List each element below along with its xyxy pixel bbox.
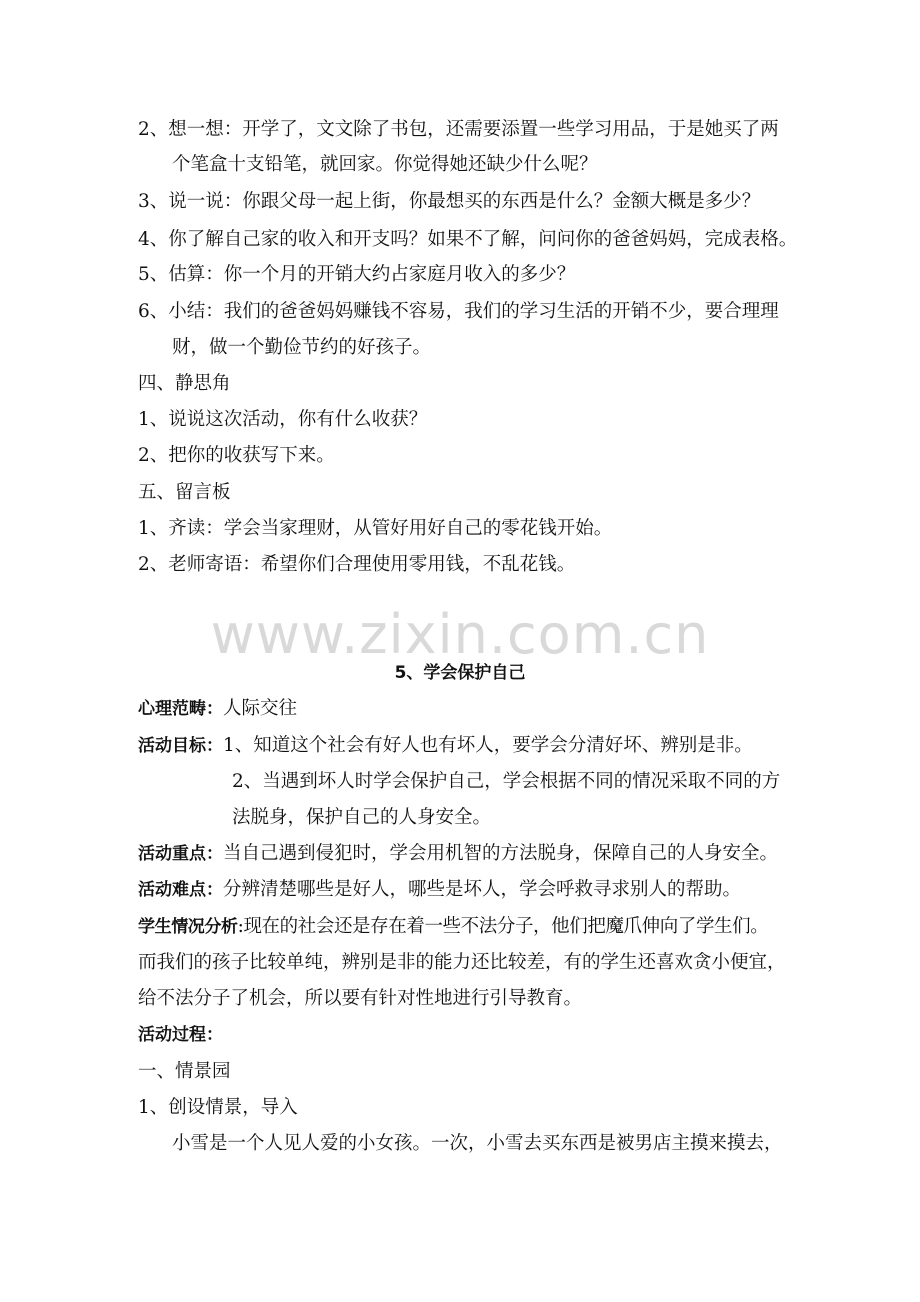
focus-line — [138, 841, 788, 867]
paragraph-line: 4、你了解自己家的收入和开支吗？如果不了解，问问你的爸爸妈妈，完成表格。 — [138, 229, 798, 250]
paragraph-line: 1、创设情景，导入 — [138, 1097, 298, 1118]
goals-text: 1、知道这个社会有好人也有坏人，要学会分清好坏、辨别是非。 — [223, 735, 753, 756]
paragraph-line: 2、想一想：开学了，文文除了书包，还需要添置一些学习用品，于是她买了两 — [138, 119, 779, 140]
category-label: 心理范畴： — [138, 699, 223, 719]
category-text: 人际交往 — [223, 698, 298, 719]
analysis-line — [138, 914, 788, 940]
paragraph-line: 2、把你的收获写下来。 — [138, 445, 335, 466]
paragraph-line: 3、说一说：你跟父母一起上街，你最想买的东西是什么？金额大概是多少？ — [138, 191, 761, 212]
analysis-label: 学生情况分析 — [138, 917, 238, 937]
difficulty-label: 活动难点： — [138, 880, 223, 900]
process-label: 活动过程： — [138, 1025, 223, 1045]
paragraph-line: 1、说说这次活动，你有什么收获？ — [138, 409, 428, 430]
paragraph-line: 5、估算：你一个月的开销大约占家庭月收入的多少？ — [138, 264, 576, 285]
section-heading: 五、留言板 — [138, 482, 231, 503]
category-line — [138, 696, 788, 722]
paragraph-line: 6、小结：我们的爸爸妈妈赚钱不容易，我们的学习生活的开销不少，要合理理 — [138, 301, 779, 322]
watermark: www.zixin.com.cn — [210, 603, 710, 666]
goals-line: 法脱身，保护自己的人身安全。 — [232, 807, 492, 828]
analysis-line: 给不法分子了机会，所以要有针对性地进行引导教育。 — [138, 988, 583, 1009]
section-heading: 四、静思角 — [138, 373, 231, 394]
paragraph-line: 2、老师寄语：希望你们合理使用零用钱，不乱花钱。 — [138, 554, 576, 575]
paragraph-line: 小雪是一个人见人爱的小女孩。一次，小雪去买东西是被男店主摸来摸去， — [172, 1133, 783, 1154]
analysis-text: :现在的社会还是存在着一些不法分子，他们把魔爪伸向了学生们。 — [237, 916, 769, 937]
analysis-line: 而我们的孩子比较单纯，辨别是非的能力还比较差，有的学生还喜欢贪小便宜， — [138, 952, 786, 973]
section-title: 5、学会保护自己 — [394, 663, 526, 683]
focus-text: 当自己遇到侵犯时，学会用机智的方法脱身，保障自己的人身安全。 — [223, 843, 779, 864]
difficulty-text: 分辨清楚哪些是好人，哪些是坏人，学会呼救寻求别人的帮助。 — [223, 879, 742, 900]
goals-label: 活动目标： — [138, 736, 223, 756]
paragraph-line: 1、齐读：学会当家理财，从管好用好自己的零花钱开始。 — [138, 518, 613, 539]
goals-line — [138, 733, 788, 759]
difficulty-line — [138, 877, 788, 903]
section-heading: 一、情景园 — [138, 1061, 231, 1082]
goals-line: 2、当遇到坏人时学会保护自己，学会根据不同的情况采取不同的方 — [232, 771, 781, 792]
focus-label: 活动重点： — [138, 844, 223, 864]
paragraph-line: 财，做一个勤俭节约的好孩子。 — [172, 337, 432, 358]
paragraph-line: 个笔盒十支铅笔，就回家。你觉得她还缺少什么呢？ — [172, 154, 598, 175]
